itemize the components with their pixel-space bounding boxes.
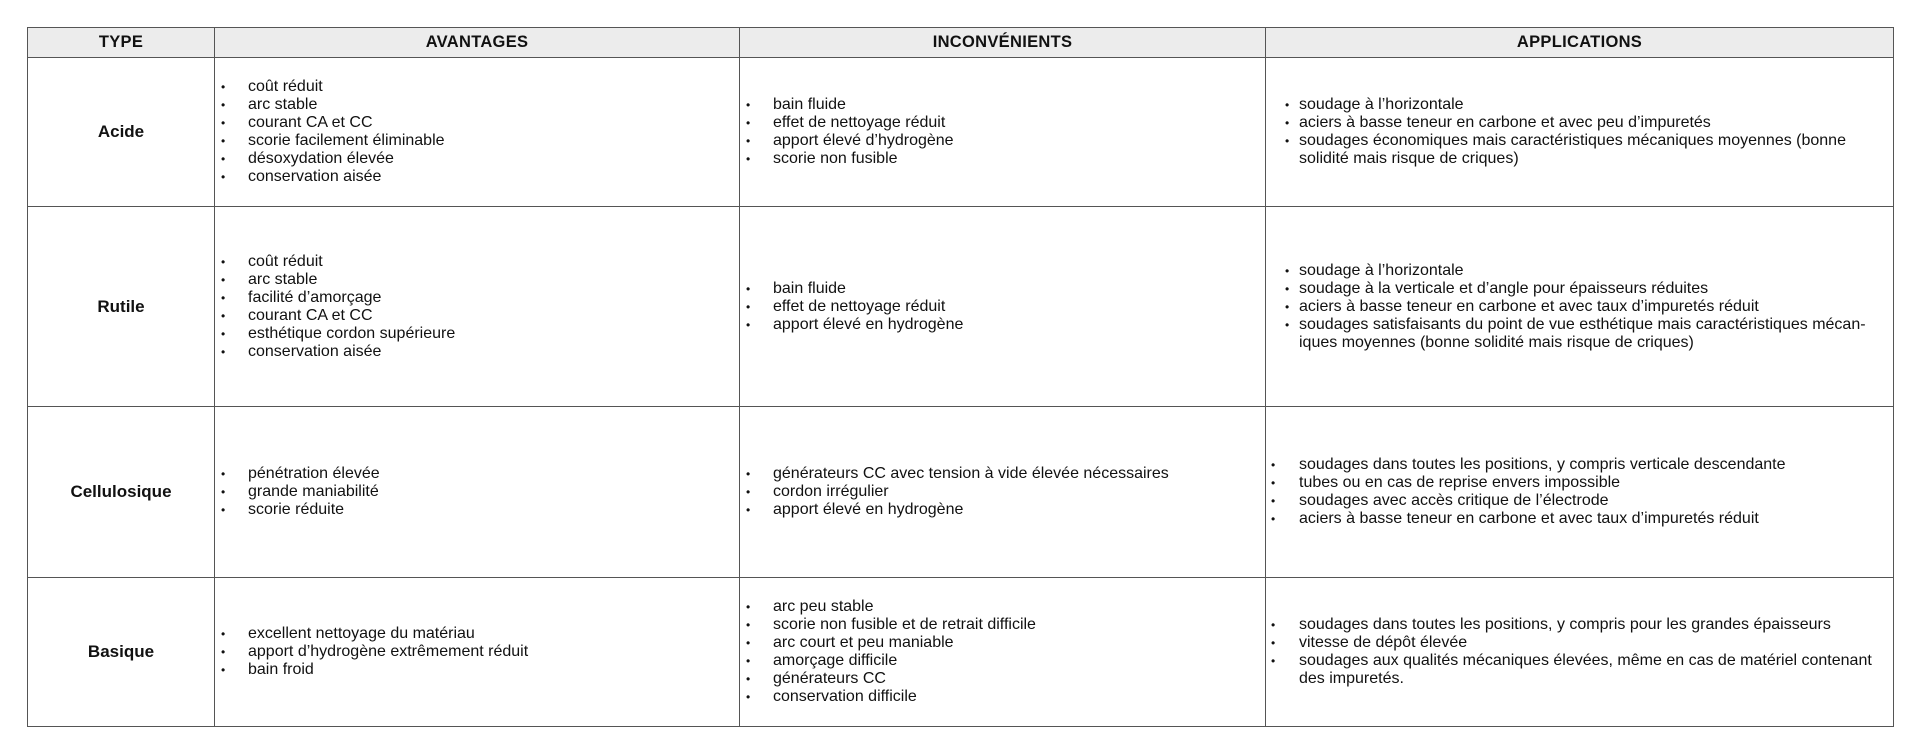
inconvenients-list	[740, 280, 1265, 334]
list-item: • conservation difficile	[773, 688, 1265, 706]
table-row	[28, 407, 1894, 578]
list-item: • soudages satisfaisants du point de vue esthétique mais caractéristiques mécan-iques moyennes (bonne solidité mais risque de criques)	[1299, 316, 1887, 352]
list-item: • soudages dans toutes les positions, y compris pour les grandes épaisseurs	[1299, 616, 1887, 634]
list-item: • courant CA et CC	[248, 307, 739, 325]
electrode-comparison-table	[27, 27, 1894, 727]
avantages-list	[215, 465, 739, 519]
inconvenients-list	[740, 465, 1265, 519]
table-row	[28, 578, 1894, 727]
avantages-cell	[215, 578, 740, 727]
avantages-list	[215, 625, 739, 679]
applications-list	[1266, 262, 1887, 352]
applications-list	[1266, 456, 1887, 528]
avantages-list	[215, 78, 739, 186]
header-inconvenients: INCONVÉNIENTS	[740, 28, 1266, 58]
inconvenients-list	[740, 598, 1265, 706]
list-item: • vitesse de dépôt élevée	[1299, 634, 1887, 652]
list-item: • effet de nettoyage réduit	[773, 298, 1265, 316]
list-item: • arc court et peu maniable	[773, 634, 1265, 652]
list-item: • aciers à basse teneur en carbone et avec taux d’impuretés réduit	[1299, 510, 1887, 528]
list-item: • aciers à basse teneur en carbone et avec peu d’impuretés	[1299, 114, 1887, 132]
type-cell: Basique	[28, 578, 215, 727]
list-item: • effet de nettoyage réduit	[773, 114, 1265, 132]
list-item: • apport élevé en hydrogène	[773, 316, 1265, 334]
list-item: • soudage à la verticale et d’angle pour épaisseurs réduites	[1299, 280, 1887, 298]
list-item: • pénétration élevée	[248, 465, 739, 483]
list-item: • coût réduit	[248, 253, 739, 271]
inconvenients-cell	[740, 58, 1266, 207]
header-row	[28, 28, 1894, 58]
list-item: • arc stable	[248, 271, 739, 289]
list-item: • arc stable	[248, 96, 739, 114]
list-item: • soudages aux qualités mécaniques élevées, même en cas de matériel contenant des impuretés.	[1299, 652, 1887, 688]
list-item: • conservation aisée	[248, 343, 739, 361]
list-item: • cordon irrégulier	[773, 483, 1265, 501]
inconvenients-cell	[740, 207, 1266, 407]
list-item: • apport élevé d’hydrogène	[773, 132, 1265, 150]
list-item: • scorie facilement éliminable	[248, 132, 739, 150]
header-avantages: AVANTAGES	[215, 28, 740, 58]
list-item: • soudage à l’horizontale	[1299, 262, 1887, 280]
inconvenients-cell	[740, 407, 1266, 578]
list-item: • apport d’hydrogène extrêmement réduit	[248, 643, 739, 661]
list-item: • grande maniabilité	[248, 483, 739, 501]
list-item: • soudage à l’horizontale	[1299, 96, 1887, 114]
type-cell: Rutile	[28, 207, 215, 407]
applications-list	[1266, 96, 1887, 168]
avantages-cell	[215, 58, 740, 207]
list-item: • scorie non fusible	[773, 150, 1265, 168]
table-row	[28, 207, 1894, 407]
list-item: • tubes ou en cas de reprise envers impossible	[1299, 474, 1887, 492]
avantages-list	[215, 253, 739, 361]
list-item: • soudages dans toutes les positions, y compris verticale descendante	[1299, 456, 1887, 474]
list-item: • générateurs CC avec tension à vide élevée nécessaires	[773, 465, 1265, 483]
avantages-cell	[215, 207, 740, 407]
list-item: • scorie réduite	[248, 501, 739, 519]
applications-cell	[1266, 207, 1894, 407]
type-cell: Cellulosique	[28, 407, 215, 578]
avantages-cell	[215, 407, 740, 578]
list-item: • courant CA et CC	[248, 114, 739, 132]
header-applications: APPLICATIONS	[1266, 28, 1894, 58]
table-row	[28, 58, 1894, 207]
list-item: • aciers à basse teneur en carbone et avec taux d’impuretés réduit	[1299, 298, 1887, 316]
list-item: • bain froid	[248, 661, 739, 679]
type-cell: Acide	[28, 58, 215, 207]
applications-list	[1266, 616, 1887, 688]
applications-cell	[1266, 578, 1894, 727]
list-item: • conservation aisée	[248, 168, 739, 186]
list-item: • désoxydation élevée	[248, 150, 739, 168]
list-item: • bain fluide	[773, 96, 1265, 114]
header-type: TYPE	[28, 28, 215, 58]
list-item: • apport élevé en hydrogène	[773, 501, 1265, 519]
list-item: • scorie non fusible et de retrait difficile	[773, 616, 1265, 634]
list-item: • amorçage difficile	[773, 652, 1265, 670]
list-item: • excellent nettoyage du matériau	[248, 625, 739, 643]
inconvenients-cell	[740, 578, 1266, 727]
list-item: • arc peu stable	[773, 598, 1265, 616]
list-item: • facilité d’amorçage	[248, 289, 739, 307]
list-item: • coût réduit	[248, 78, 739, 96]
inconvenients-list	[740, 96, 1265, 168]
list-item: • soudages économiques mais caractéristiques mécaniques moyennes (bonne solidité mais risque de criques)	[1299, 132, 1887, 168]
list-item: • soudages avec accès critique de l’électrode	[1299, 492, 1887, 510]
list-item: • générateurs CC	[773, 670, 1265, 688]
applications-cell	[1266, 58, 1894, 207]
list-item: • bain fluide	[773, 280, 1265, 298]
list-item: • esthétique cordon supérieure	[248, 325, 739, 343]
applications-cell	[1266, 407, 1894, 578]
